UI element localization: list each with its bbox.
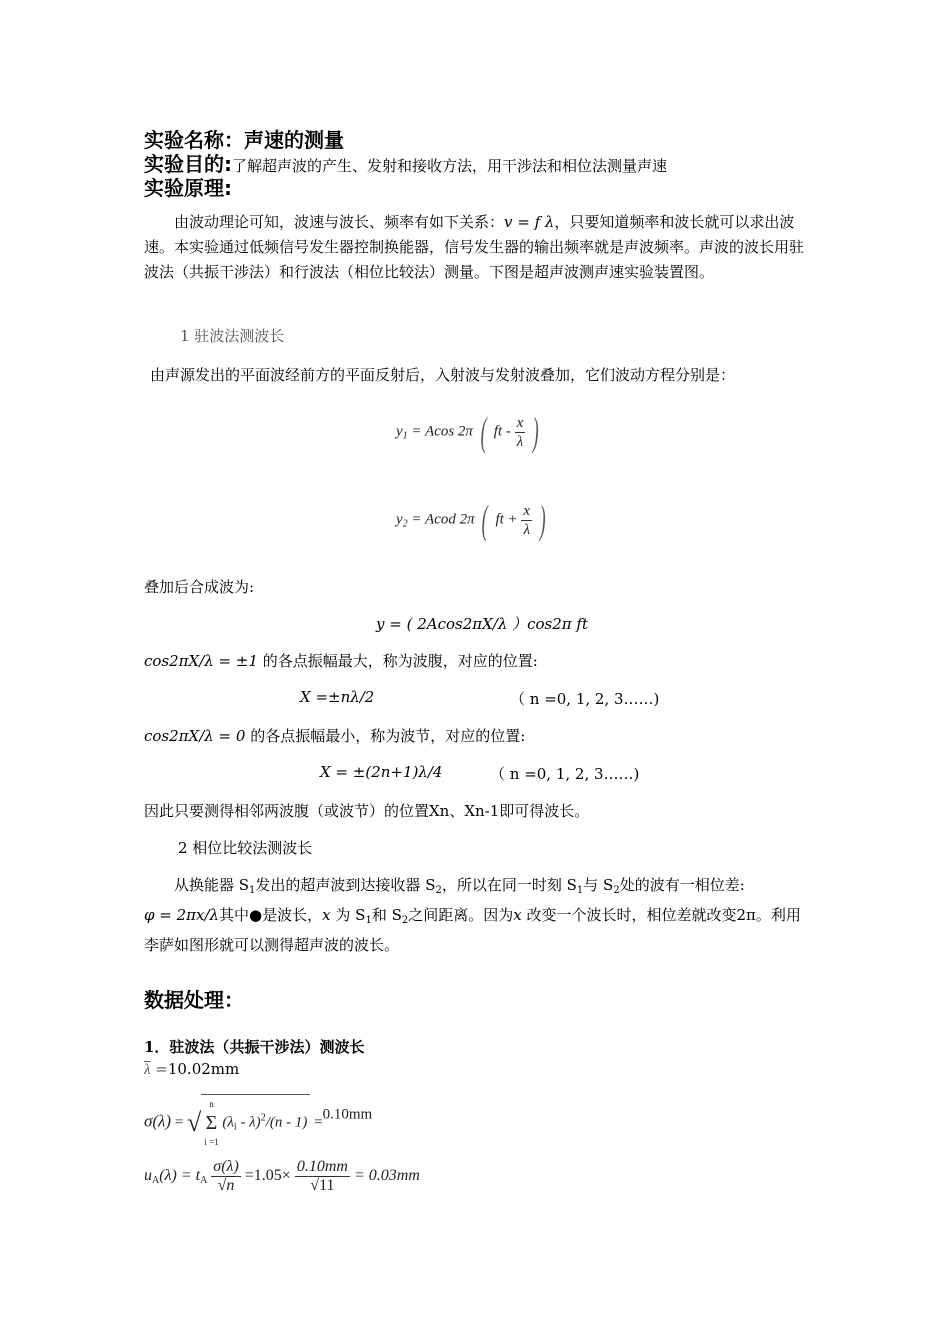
lambda-symbol: $\overline{\lambda}$ [144, 1062, 151, 1078]
s2-g: 是波长， [262, 906, 323, 924]
s2-i: 为 S [330, 906, 366, 924]
ua-den-wrap: √n [217, 1177, 235, 1194]
eq2-den: λ [523, 521, 530, 538]
sigma-body-sub: i [233, 1121, 237, 1133]
eq1-den: λ [516, 433, 524, 450]
eq2-lhs: y [396, 511, 403, 528]
eq2-fraction [521, 502, 532, 539]
section2-paragraph [144, 873, 808, 958]
node-condition: cos2πX/λ = 0 [144, 727, 246, 745]
experiment-name-label: 实验名称： [144, 128, 244, 152]
s2-e: 处的波有一相位差: [619, 876, 745, 894]
sigma-body: (λ [222, 1114, 234, 1131]
eq1-mid: = Acos 2π [411, 423, 473, 440]
equation-y2 [396, 497, 549, 542]
eq1-num: x [516, 414, 524, 431]
ua-den2-wrap: √11 [310, 1177, 335, 1194]
intro-text-1: 由波动理论可知，波速与波长、频率有如下关系： [174, 213, 505, 231]
sum-label: 叠加后合成波为: [144, 578, 255, 596]
sigma-eq: = [174, 1114, 184, 1131]
eq1-inner: ft - [493, 423, 511, 440]
sigma-pow: 2 [260, 1112, 266, 1124]
sigma-eq2: = [314, 1114, 323, 1131]
sigma-lhs: σ(λ) [144, 1111, 172, 1131]
sum-equation: y = ( 2Acos2πX/λ ）cos2π ft [376, 615, 588, 633]
node-position: X = ±(2n+1)λ/4 [320, 763, 443, 781]
ua-num: σ(λ) [213, 1158, 239, 1175]
lambda-value: 10.02mm [167, 1060, 240, 1078]
s2-sub: 1 [249, 885, 256, 896]
sigma-value: 0.10mm [322, 1106, 373, 1123]
eq1-lhs: y [396, 423, 403, 440]
s2-c: ，所以在同一时刻 S [441, 876, 577, 894]
ua-result: = 0.03mm [353, 1167, 420, 1185]
experiment-name-value: 声速的测量 [244, 128, 344, 152]
right-paren-icon: ) [539, 497, 546, 542]
s2-a: 从换能器 S [174, 876, 250, 894]
ua-den2: 11 [319, 1177, 335, 1194]
s2-d: 与 S [583, 876, 614, 894]
antinode-n-range: （ n =0, 1, 2, 3……) [510, 690, 660, 708]
s2-sub: 2 [435, 885, 442, 896]
experiment-purpose-value: 了解超声波的产生、发射和接收方法，用干涉法和相位法测量声速 [232, 157, 668, 175]
sigma-body2: - λ) [236, 1114, 261, 1131]
ua-lhs: u [144, 1167, 152, 1185]
eq2-num: x [523, 502, 531, 519]
antinode-line [144, 650, 538, 671]
s2-h: x [322, 906, 331, 924]
left-paren-icon: ( [482, 497, 489, 542]
experiment-principle-label: 实验原理: [144, 176, 232, 200]
antinode-text: 的各点振幅最大，称为波腹，对应的位置: [258, 652, 538, 670]
s2-b: 发出的超声波到达接收器 S [255, 876, 436, 894]
conclusion-text: 因此只要测得相邻两波腹（或波节）的位置Xn、Xn-1即可得波长。 [144, 802, 590, 820]
sigma-tail: /(n - 1) [265, 1114, 308, 1131]
s2-f: 其中 [219, 906, 250, 924]
node-text: 的各点振幅最小，称为波节，对应的位置: [245, 727, 526, 745]
s2-sub: 2 [401, 915, 409, 926]
sqrt-icon: √ [187, 1108, 202, 1137]
ua-equation [144, 1158, 420, 1195]
right-paren-icon: ) [532, 409, 539, 454]
ua-fraction-2 [295, 1158, 350, 1195]
sigma-radicand [201, 1094, 310, 1151]
sum-symbol [204, 1095, 218, 1151]
lambda-eq: = [150, 1060, 168, 1078]
sigma-equation [144, 1094, 372, 1151]
bullet-icon: ● [249, 906, 263, 924]
eq1-fraction [515, 414, 526, 451]
data1-title: 1．驻波法（共振干涉法）测波长 [144, 1038, 365, 1056]
eq2-sub: 2 [402, 518, 408, 530]
experiment-purpose-label: 实验目的: [144, 152, 232, 176]
antinode-condition: cos2πX/λ = ±1 [144, 652, 258, 670]
intro-formula: v = f λ [504, 213, 555, 231]
eq2-inner: ft + [495, 511, 518, 528]
ua-arg: (λ) = t [159, 1167, 201, 1185]
ua-num2: 0.10mm [296, 1158, 348, 1175]
section2-title: 2 相位比较法测波长 [178, 839, 313, 857]
antinode-position: X =±nλ/2 [300, 688, 375, 706]
sum-top: n [209, 1099, 214, 1109]
sum-bot: i =1 [204, 1137, 219, 1147]
s2-j: 和 S [371, 906, 402, 924]
s2-sub: 1 [576, 885, 584, 896]
section1-title: 1 驻波法测波长 [180, 327, 285, 345]
section1-text: 由声源发出的平面波经前方的平面反射后，入射波与发射波叠加，它们波动方程分别是： [150, 366, 736, 384]
s2-m: 改变一个波长时，相位差就改变2π。利用李萨如图形就可以测得超声波的波长。 [144, 906, 801, 954]
ua-t-sub: A [200, 1175, 208, 1187]
ua-fraction-1 [211, 1158, 240, 1195]
ua-den: n [226, 1177, 235, 1194]
intro-text-2: ，只要知道频率和波长就可以求出波速。本实验通过低频信号发生器控制换能器，信号发生器的输出频率就是声波频率。声波的波长用驻波法（共振干涉法）和行波法（相位比较法）测量。下图是超声波测声速实验装置图。 [144, 213, 805, 281]
data-title: 数据处理： [144, 988, 244, 1012]
s2-k: 之间距离。因为 [408, 906, 514, 924]
eq1-sub: 1 [402, 430, 408, 442]
lambda-mean [144, 1060, 239, 1079]
ua-mid: =1.05× [244, 1167, 291, 1185]
phase-formula: φ = 2πx/λ [144, 906, 220, 924]
s2-sub: 2 [613, 885, 620, 896]
node-line [144, 725, 525, 746]
s2-sub: 1 [365, 915, 372, 926]
left-paren-icon: ( [480, 409, 487, 454]
node-n-range: （ n =0, 1, 2, 3……) [490, 765, 640, 783]
equation-y1 [396, 409, 542, 454]
sigma-icon: Σ [205, 1112, 218, 1134]
intro-paragraph [144, 210, 808, 285]
ua-lhs-sub: A [152, 1175, 160, 1187]
s2-l: x [513, 906, 522, 924]
eq2-mid: = Acod 2π [411, 511, 475, 528]
